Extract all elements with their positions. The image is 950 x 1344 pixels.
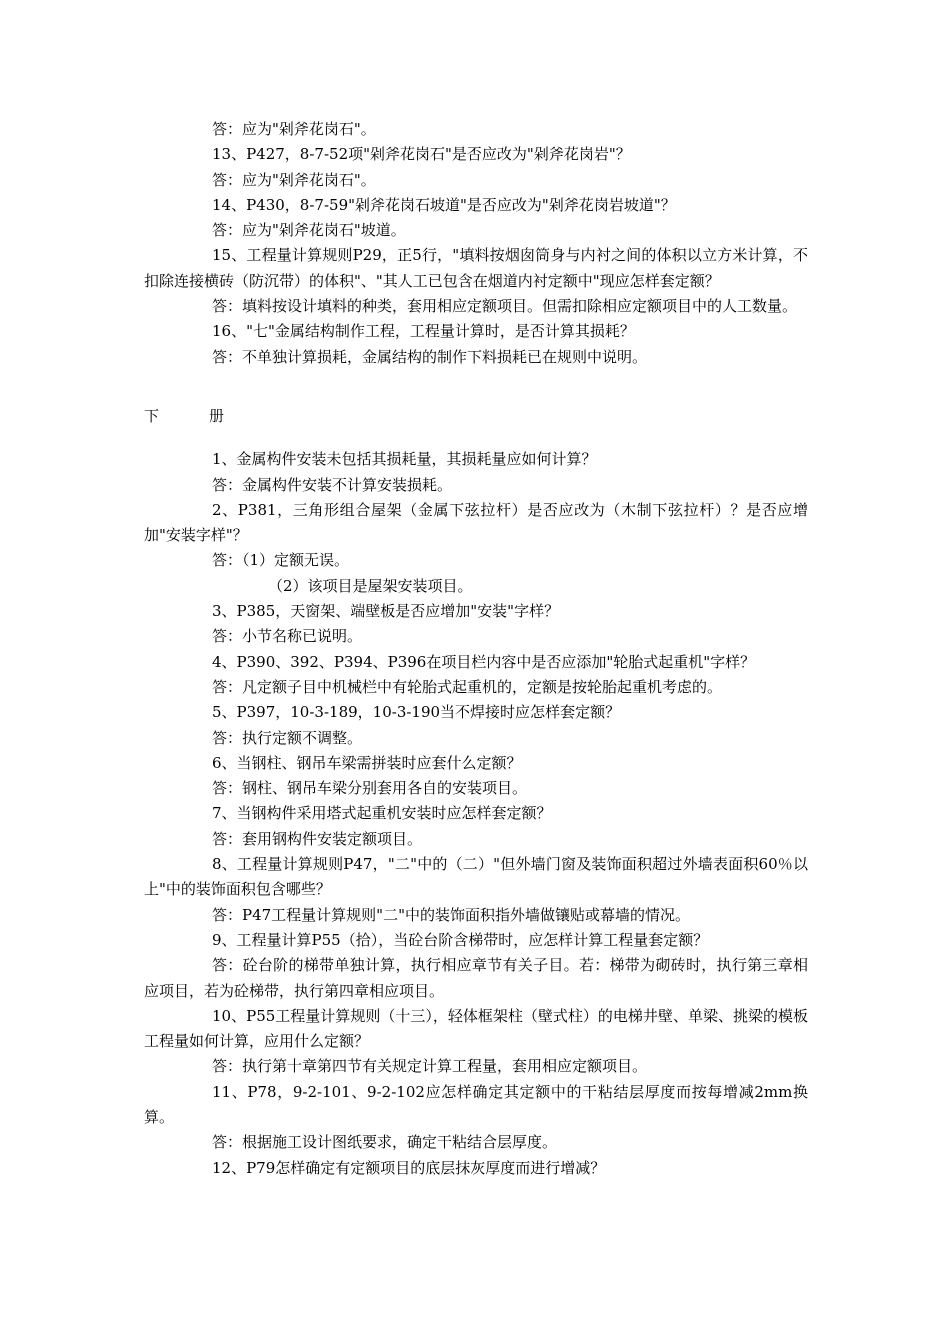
paragraph: 答：砼台阶的梯带单独计算，执行相应章节有关子目。若：梯带为砌砖时，执行第三章相应项目，若为砼梯带，执行第四章相应项目。 — [144, 956, 808, 1000]
paragraph: 答：根据施工设计图纸要求，确定干粘结合层厚度。 — [212, 1133, 558, 1152]
paragraph: 8、工程量计算规则P47，"二"中的（二）"但外墙门窗及装饰面积超过外墙表面积60％以上"中的装饰面积包含哪些？ — [144, 855, 808, 899]
paragraph: 7、当钢构件采用塔式起重机安装时应怎样套定额？ — [212, 804, 552, 823]
paragraph: 12、P79怎样确定有定额项目的底层抹灰厚度而进行增减？ — [212, 1158, 606, 1177]
paragraph: 答：金属构件安装不计算安装损耗。 — [212, 475, 453, 494]
paragraph: 答：小节名称已说明。 — [212, 627, 363, 646]
paragraph: （2）该项目是屋架安装项目。 — [268, 576, 473, 595]
paragraph: 2、P381，三角形组合屋架（金属下弦拉杆）是否应改为（木制下弦拉杆）？是否应增加"安装字样"？ — [144, 500, 808, 545]
paragraph: 答：应为"剁斧花岗石"。 — [212, 170, 376, 189]
spacer — [144, 370, 808, 394]
paragraph: 答：应为"剁斧花岗石"坡道。 — [212, 221, 406, 240]
paragraph: 答：执行定额不调整。 — [212, 728, 363, 747]
bottom-section — [144, 447, 808, 1181]
paragraph: 14、P430，8-7-59"剁斧花岗石坡道"是否应改为"剁斧花岗岩坡道"？ — [212, 195, 676, 214]
paragraph: 答：填料按设计填料的种类，套用相应定额项目。但需扣除相应定额项目中的人工数量。 — [212, 297, 798, 316]
paragraph: 9、工程量计算P55（拾），当砼台阶含梯带时，应怎样计算工程量套定额？ — [212, 930, 709, 949]
paragraph: 16、"七"金属结构制作工程，工程量计算时，是否计算其损耗？ — [212, 322, 635, 341]
paragraph: 4、P390、392、P394、P396在项目栏内容中是否应添加"轮胎式起重机"字样？ — [212, 652, 756, 671]
paragraph: 答：凡定额子目中机械栏中有轮胎式起重机的，定额是按轮胎起重机考虑的。 — [212, 677, 723, 696]
paragraph: 答：执行第十章第四节有关规定计算工程量，套用相应定额项目。 — [212, 1057, 648, 1076]
paragraph: 答：不单独计算损耗，金属结构的制作下料损耗已在规则中说明。 — [212, 347, 648, 366]
section-heading-char-1: 下 — [144, 406, 160, 425]
paragraph: 3、P385，天窗架、端壁板是否应增加"安装"字样？ — [212, 602, 560, 621]
top-section — [144, 117, 808, 370]
paragraph: 答：钢柱、钢吊车梁分别套用各自的安装项目。 — [212, 779, 528, 798]
paragraph: 11、P78，9-2-101、9-2-102应怎样确定其定额中的干粘结层厚度而按每增减2mm换算。 — [144, 1082, 808, 1126]
paragraph: 答：套用钢构件安装定额项目。 — [212, 829, 423, 848]
paragraph: 10、P55工程量计算规则（十三），轻体框架柱（壁式柱）的电梯井壁、单梁、挑梁的模板工程量如何计算，应用什么定额？ — [144, 1006, 808, 1051]
section-heading — [144, 404, 808, 429]
paragraph: 13、P427，8-7-52项"剁斧花岗石"是否应改为"剁斧花岗岩"？ — [212, 145, 631, 164]
paragraph: 1、金属构件安装未包括其损耗量，其损耗量应如何计算？ — [212, 450, 597, 469]
section-heading-char-2: 册 — [209, 406, 225, 425]
paragraph: 5、P397，10-3-189，10-3-190当不焊接时应怎样套定额？ — [212, 703, 621, 722]
paragraph: 6、当钢柱、钢吊车梁需拼装时应套什么定额？ — [212, 753, 522, 772]
paragraph: 15、工程量计算规则P29，正5行，"填料按烟囱筒身与内衬之间的体积以立方米计算，不扣除连接横砖（防沉带）的体积"、"其人工已包含在烟道内衬定额中"现应怎样套定额？ — [144, 246, 808, 290]
paragraph: 答：（1）定额无误。 — [212, 551, 350, 570]
paragraph: 答：应为"剁斧花岗石"。 — [212, 120, 376, 138]
document-body — [144, 117, 808, 1181]
paragraph: 答：P47工程量计算规则"二"中的装饰面积指外墙做镶贴或幕墙的情况。 — [212, 905, 690, 924]
